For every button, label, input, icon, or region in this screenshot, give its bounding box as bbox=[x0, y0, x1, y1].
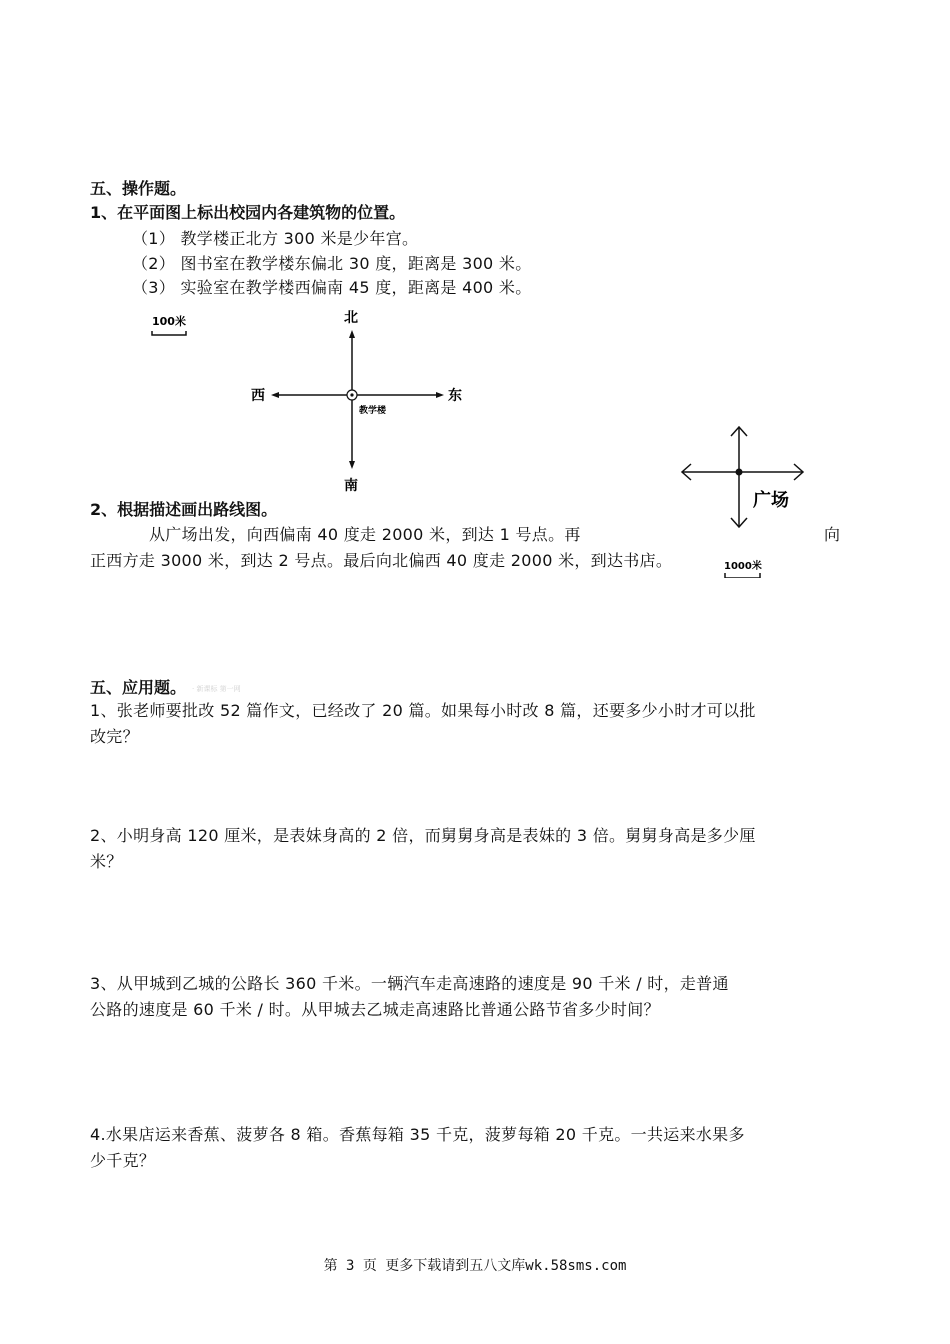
south-arrow-icon bbox=[349, 461, 355, 469]
q2-text-line-2: 正西方走 3000 米，到达 2 号点。最后向北偏西 40 度走 2000 米，到达书店。 bbox=[90, 551, 673, 570]
plaza-scale-bar bbox=[725, 573, 760, 578]
question-2-title: 2、根据描述画出路线图。 bbox=[90, 500, 278, 519]
plaza-center-dot bbox=[736, 469, 743, 476]
app-q2-line-2: 米？ bbox=[90, 852, 123, 871]
campus-compass-diagram bbox=[140, 300, 480, 500]
q1-item-1-text: 教学楼正北方 300 米是少年宫。 bbox=[180, 229, 419, 248]
q1-item-2 bbox=[132, 251, 532, 274]
app-q1-line-1: 1、张老师要批改 52 篇作文，已经改了 20 篇。如果每小时改 8 篇，还要多少小时才可以批 bbox=[90, 701, 756, 720]
app-q2-line-1: 2、小明身高 120 厘米，是表妹身高的 2 倍，而舅舅身高是表妹的 3 倍。舅舅身高是多少厘 bbox=[90, 826, 756, 845]
app-q4-line-2: 少千克？ bbox=[90, 1151, 156, 1170]
center-label-teaching-building: 教学楼 bbox=[359, 406, 387, 416]
plaza-scale-label: 1000米 bbox=[724, 561, 762, 572]
scale-bar bbox=[152, 331, 186, 335]
q1-item-2-text: 图书室在教学楼东偏北 30 度，距离是 300 米。 bbox=[180, 254, 532, 273]
direction-north: 北 bbox=[344, 310, 358, 326]
section-title-applications: 五、应用题。 bbox=[90, 678, 187, 697]
app-q4-line-1: 4.水果店运来香蕉、菠萝各 8 箱。香蕉每箱 35 千克，菠萝每箱 20 千克。一共运来水果多 bbox=[90, 1125, 745, 1144]
direction-west: 西 bbox=[251, 388, 265, 404]
page-footer: 第 3 页 更多下载请到五八文库wk.58sms.com bbox=[323, 1258, 627, 1274]
west-arrow-icon bbox=[271, 392, 279, 398]
q1-item-3 bbox=[132, 275, 532, 298]
app-q3-line-1: 3、从甲城到乙城的公路长 360 千米。一辆汽车走高速路的速度是 90 千米 / 时，走普通 bbox=[90, 974, 729, 993]
faint-watermark: · 新课标 第一网 bbox=[192, 685, 241, 693]
direction-south: 南 bbox=[344, 478, 358, 494]
app-q3-line-2: 公路的速度是 60 千米 / 时。从甲城去乙城走高速路比普通公路节省多少时间？ bbox=[90, 1000, 660, 1019]
q1-item-3-num: （3） bbox=[132, 278, 176, 297]
scale-label-100m: 100米 bbox=[152, 315, 186, 328]
plaza-label: 广场 bbox=[753, 490, 789, 511]
q1-item-2-num: （2） bbox=[132, 254, 176, 273]
q1-item-1 bbox=[132, 226, 418, 249]
east-arrow-icon bbox=[436, 392, 444, 398]
q2-text-line-1: 从广场出发，向西偏南 40 度走 2000 米，到达 1 号点。再 bbox=[149, 525, 581, 544]
app-q1-line-2: 改完？ bbox=[90, 727, 139, 746]
q2-text-line-1-end: 向 bbox=[824, 525, 841, 544]
section-title-operations: 五、操作题。 bbox=[90, 179, 187, 198]
q1-item-3-text: 实验室在教学楼西偏南 45 度，距离是 400 米。 bbox=[180, 278, 532, 297]
question-1-title: 1、在平面图上标出校园内各建筑物的位置。 bbox=[90, 203, 406, 222]
direction-east: 东 bbox=[448, 388, 462, 404]
q1-item-1-num: （1） bbox=[132, 229, 176, 248]
north-arrow-icon bbox=[349, 330, 355, 338]
